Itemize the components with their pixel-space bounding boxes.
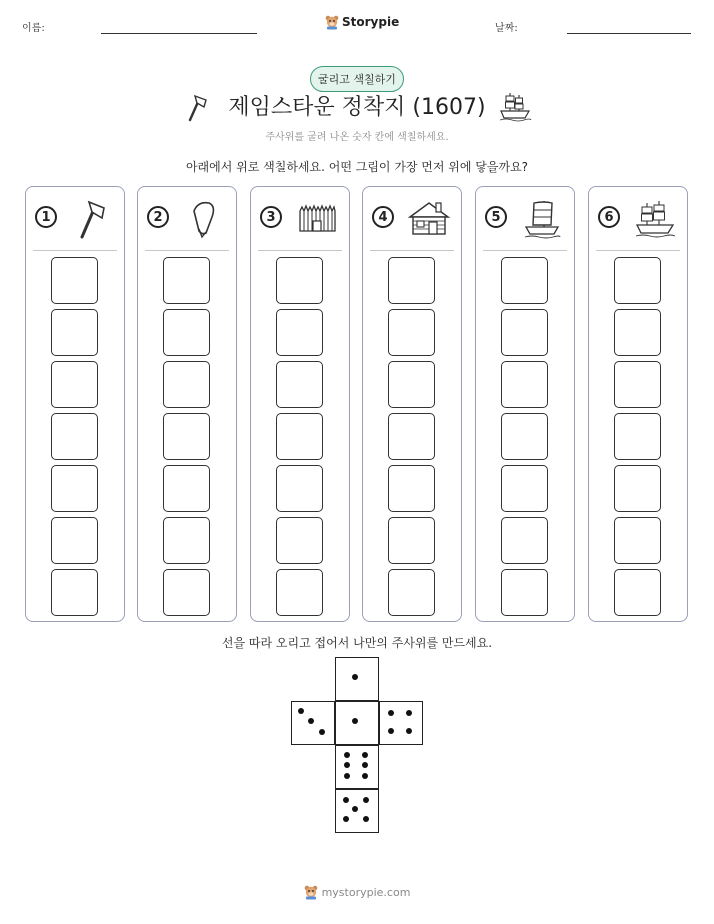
color-cell[interactable] (276, 517, 323, 564)
color-cell[interactable] (51, 569, 98, 616)
color-cell[interactable] (388, 257, 435, 304)
color-cell[interactable] (388, 413, 435, 460)
date-label: 날짜: (495, 23, 518, 34)
pip (344, 752, 350, 758)
color-cell[interactable] (276, 309, 323, 356)
pip (352, 718, 358, 724)
pip (298, 708, 304, 714)
color-cell[interactable] (276, 361, 323, 408)
color-cell[interactable] (501, 361, 548, 408)
color-cell[interactable] (501, 257, 548, 304)
page-title: 제임스타운 정착지 (1607) (228, 95, 486, 120)
dice-face-4 (379, 701, 423, 745)
column-1 (25, 186, 125, 622)
color-cell[interactable] (51, 413, 98, 460)
column-divider (258, 250, 342, 251)
storypie-logo (325, 14, 399, 30)
pip (352, 806, 358, 812)
color-cell[interactable] (614, 309, 661, 356)
color-cell[interactable] (163, 361, 210, 408)
activity-badge: 굴리고 색칠하기 (310, 66, 404, 92)
column-number: 2 (147, 206, 169, 228)
name-line (101, 33, 257, 34)
log-cabin-icon (407, 197, 451, 241)
bear-logo-icon (325, 14, 339, 30)
arrowhead-icon (182, 197, 226, 241)
pip (362, 773, 368, 779)
column-number: 6 (598, 206, 620, 228)
pip (343, 797, 349, 803)
footer (0, 884, 714, 900)
pip (344, 773, 350, 779)
color-cell[interactable] (501, 569, 548, 616)
column-divider (596, 250, 680, 251)
color-cell[interactable] (276, 257, 323, 304)
column-5 (475, 186, 575, 622)
color-cell[interactable] (614, 257, 661, 304)
date-line (567, 33, 691, 34)
color-cell[interactable] (614, 361, 661, 408)
pip (308, 718, 314, 724)
dice-face-5 (335, 789, 379, 833)
column-number: 4 (372, 206, 394, 228)
footer-url[interactable]: mystorypie.com (321, 885, 411, 899)
palisade-fort-icon (295, 197, 339, 241)
dice-instruction: 선을 따라 오리고 접어서 나만의 주사위를 만드세요. (221, 636, 493, 650)
pip (362, 752, 368, 758)
pip (343, 816, 349, 822)
color-cell[interactable] (163, 257, 210, 304)
color-cell[interactable] (614, 517, 661, 564)
color-cell[interactable] (388, 569, 435, 616)
dice-face-3 (291, 701, 335, 745)
color-cell[interactable] (501, 517, 548, 564)
name-label: 이름: (22, 23, 45, 34)
color-cell[interactable] (51, 465, 98, 512)
column-divider (483, 250, 567, 251)
pip (363, 797, 369, 803)
color-cell[interactable] (51, 517, 98, 564)
page-subtitle: 주사위를 굴려 나온 숫자 칸에 색칠하세요. (265, 132, 449, 143)
color-cell[interactable] (388, 361, 435, 408)
column-3 (250, 186, 350, 622)
instruction-text: 아래에서 위로 색칠하세요. 어떤 그림이 가장 먼저 위에 닿을까요? (185, 160, 529, 174)
sailing-ship-icon (633, 197, 677, 241)
pip (406, 710, 412, 716)
color-cell[interactable] (388, 517, 435, 564)
pip (319, 729, 325, 735)
color-cell[interactable] (163, 309, 210, 356)
column-number: 5 (485, 206, 507, 228)
column-number: 1 (35, 206, 57, 228)
color-cell[interactable] (163, 465, 210, 512)
color-cell[interactable] (163, 517, 210, 564)
color-cell[interactable] (501, 413, 548, 460)
color-cell[interactable] (276, 413, 323, 460)
color-cell[interactable] (163, 569, 210, 616)
column-6 (588, 186, 688, 622)
dice-face-1 (335, 657, 379, 701)
color-cell[interactable] (388, 309, 435, 356)
dice-face-1 (335, 701, 379, 745)
column-divider (33, 250, 117, 251)
axe-icon (70, 197, 114, 241)
color-cell[interactable] (388, 465, 435, 512)
pip (352, 674, 358, 680)
column-2 (137, 186, 237, 622)
color-cell[interactable] (614, 413, 661, 460)
color-cell[interactable] (51, 257, 98, 304)
pip (406, 728, 412, 734)
color-cell[interactable] (501, 309, 548, 356)
color-cell[interactable] (276, 465, 323, 512)
sailing-ship-icon (498, 90, 532, 122)
logo-text: Storypie (342, 15, 400, 29)
color-cell[interactable] (51, 309, 98, 356)
color-cell[interactable] (276, 569, 323, 616)
pip (388, 710, 394, 716)
pip (344, 762, 350, 768)
pip (363, 816, 369, 822)
pip (362, 762, 368, 768)
pip (388, 728, 394, 734)
column-number: 3 (260, 206, 282, 228)
bear-logo-icon (304, 884, 318, 900)
small-ship-icon (520, 197, 564, 241)
color-cell[interactable] (614, 569, 661, 616)
color-cell[interactable] (51, 361, 98, 408)
column-divider (370, 250, 454, 251)
dice-face-6 (335, 745, 379, 789)
column-4 (362, 186, 462, 622)
color-cell[interactable] (614, 465, 661, 512)
color-cell[interactable] (163, 413, 210, 460)
color-cell[interactable] (501, 465, 548, 512)
column-divider (145, 250, 229, 251)
